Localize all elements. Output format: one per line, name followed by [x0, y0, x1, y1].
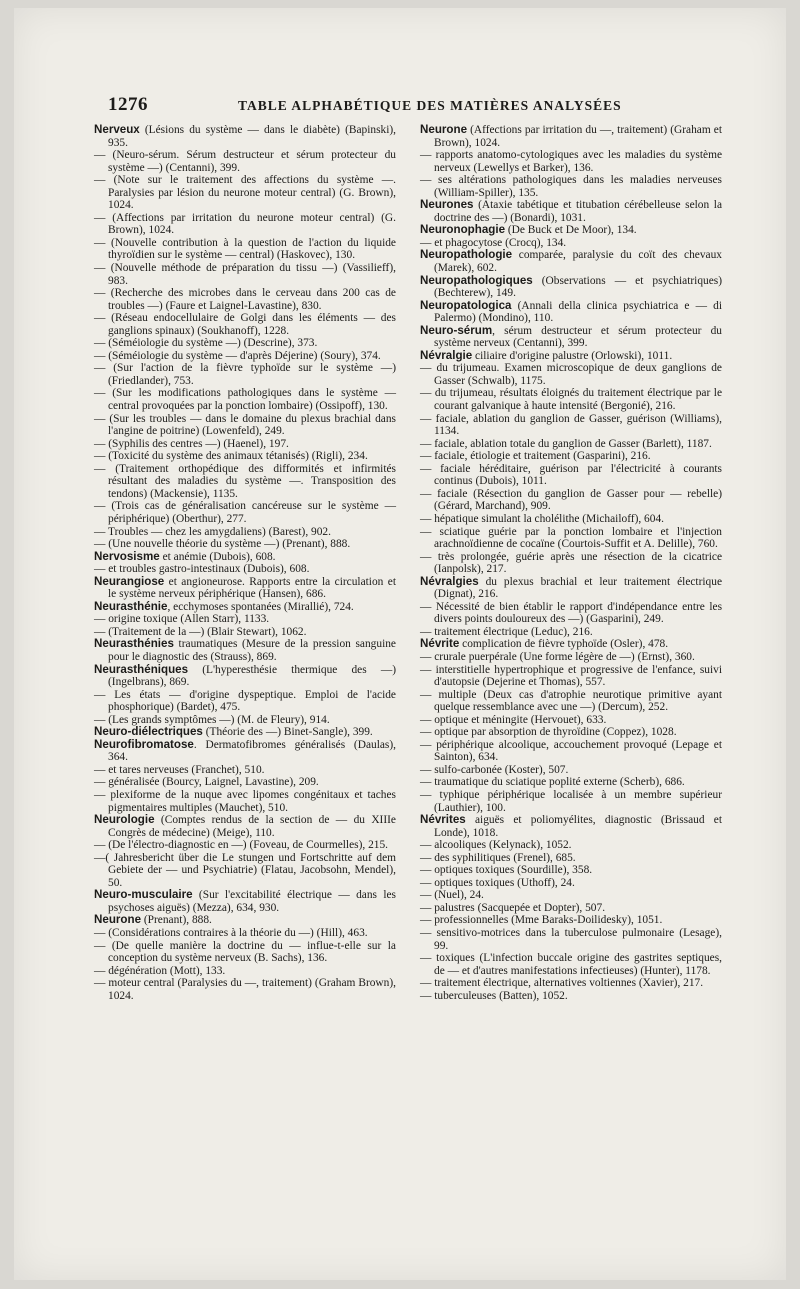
index-entry	[420, 839, 722, 852]
entry-text: — généralisée (Bourcy, Laignel, Lavastine), 209.	[94, 776, 319, 789]
index-entry	[94, 763, 396, 777]
entry-text: (Prenant), 888.	[141, 914, 212, 927]
page-number: 1276	[108, 94, 148, 115]
entry-text: — Troubles — chez les amygdaliens) (Barest), 902.	[94, 525, 331, 538]
entry-text: — hépatique simulant la cholélithe (Michailoff), 604.	[420, 512, 664, 525]
index-entry	[420, 813, 722, 839]
index-entry	[420, 625, 722, 639]
index-entry	[420, 637, 722, 651]
index-entry	[420, 738, 722, 764]
entry-text: — (Considérations contraires à la théorie du —) (Hill), 463.	[94, 927, 368, 939]
entry-headword: Neuro-diélectriques	[94, 725, 203, 739]
entry-headword: Nerveux	[94, 123, 140, 136]
entry-text: — palustres (Sacquepée et Dopter), 507.	[420, 901, 606, 914]
index-entry	[420, 550, 722, 576]
entry-text: (Théorie des —) Binet-Sangle), 399.	[202, 726, 373, 739]
index-entry	[94, 312, 396, 337]
index-entry	[94, 776, 396, 789]
entry-text: (Ataxie tabétique et titubation cérébelleuse selon la doctrine des —) (Bonardi), 1031.	[434, 199, 722, 224]
index-entry	[420, 600, 722, 626]
entry-text: — (Trois cas de généralisation cancéreuse sur le système — périphérique) (Oberthur), 277.	[94, 500, 396, 525]
index-entry	[94, 549, 396, 564]
index-entry	[94, 362, 396, 387]
entry-text: — moteur central (Paralysies du —, traitement) (Graham Brown), 1024.	[94, 977, 396, 1002]
entry-text: (De Buck et De Moor), 134.	[505, 224, 637, 237]
entry-headword: Neuropathologie	[420, 248, 513, 262]
index-entry	[94, 688, 396, 714]
entry-text: — Nécessité de bien établir le rapport d'indépendance entre les divers points douloureux des —) (Gasparini), 249.	[420, 600, 722, 626]
index-entry	[420, 412, 722, 438]
entry-headword: Neurone	[94, 913, 142, 927]
index-entry	[420, 525, 722, 551]
entry-text: — (Sur l'action de la fièvre typhoïde sur le système —) (Friedlander), 753.	[94, 362, 396, 387]
index-entry	[420, 876, 722, 890]
index-entry	[94, 287, 396, 312]
entry-text: — du trijumeau, résultats éloignés du traitement électrique par le courant galvanique à haute intensité (Bergonié), 216.	[420, 387, 722, 413]
entry-text: — (Sur les modifications pathologiques dans le système — central provoquées par la ponction lombaire) (Ossipoff), 130.	[94, 387, 396, 413]
index-entry	[420, 273, 722, 300]
index-entry	[420, 864, 722, 877]
entry-text: — optique par absorption de thyroïdine (Coppez), 1028.	[420, 726, 677, 739]
entry-headword: Nervosisme	[94, 549, 160, 563]
entry-text: ciliaire d'origine palustre (Orlowski), 1011.	[472, 349, 673, 362]
entry-text: — (Une nouvelle théorie du système —) (Prenant), 888.	[94, 538, 351, 551]
index-entry	[420, 437, 722, 451]
entry-text: — (Réseau endocellulaire de Golgi dans les éléments — des ganglions spinaux) (Soukhanoff), 1228.	[94, 312, 396, 337]
entry-headword: Névralgies	[420, 574, 479, 588]
index-entry	[420, 889, 722, 902]
index-column-left	[94, 124, 396, 1002]
entry-headword: Neuronophagie	[420, 223, 506, 237]
entry-text: — très prolongée, guérie après une résection de la cicatrice (Ianpolsk), 217.	[420, 550, 722, 576]
entry-text: (Observations — et psychiatriques) (Bechterew), 149.	[434, 274, 722, 300]
entry-text: — (Affections par irritation du neurone moteur central) (G. Brown), 1024.	[94, 211, 396, 237]
index-column-right	[420, 124, 722, 1002]
entry-text: — typhique périphérique localisée à un membre supérieur (Lauthier), 100.	[420, 788, 722, 814]
entry-text: — faciale (Résection du ganglion de Gasser pour — rebelle) (Gérard, Marchand), 909.	[420, 487, 722, 513]
page-header	[108, 94, 740, 118]
index-entry	[420, 450, 722, 463]
entry-text: — (Traitement de la —) (Blair Stewart), 1062.	[94, 625, 307, 638]
index-entry	[94, 450, 396, 463]
index-entry	[420, 663, 722, 689]
entry-text: — faciale héréditaire, guérison par l'électricité à courants continus (Dubois), 1011.	[420, 462, 722, 488]
index-entry	[420, 952, 722, 977]
entry-headword: Neuro-sérum	[420, 323, 493, 337]
entry-headword: Neurofibromatose	[94, 737, 194, 751]
entry-text: — alcooliques (Kelynack), 1052.	[420, 839, 572, 852]
entry-text: — multiple (Deux cas d'atrophie neurotique primitive ayant quelque ressemblance avec une —) (Dercum), 252.	[420, 688, 722, 714]
entry-text: (Sur l'excitabilité électrique — dans les psychoses aiguës) (Mezza), 634, 930.	[108, 889, 396, 914]
entry-text: — traitement électrique (Leduc), 216.	[420, 625, 593, 638]
entry-text: — tuberculeuses (Batten), 1052.	[420, 989, 568, 1002]
index-entry	[94, 939, 396, 965]
entry-text: du plexus brachial et leur traitement électrique (Dignat), 216.	[434, 575, 722, 601]
entry-text: — optique et méningite (Hervouet), 633.	[420, 713, 607, 726]
index-entry	[420, 248, 722, 275]
index-entry	[420, 123, 722, 149]
running-title: TABLE ALPHABÉTIQUE DES MATIÈRES ANALYSÉES	[238, 98, 622, 113]
entry-text: — (Neuro-sérum. Sérum destructeur et sérum protecteur du système —) (Centanni), 399.	[94, 149, 396, 174]
entry-text: — plexiforme de la nuque avec lipomes congénitaux et taches pigmentaires multiples (Mauchet), 510.	[94, 788, 396, 814]
entry-text: — optiques toxiques (Sourdille), 358.	[420, 864, 593, 877]
entry-text: — faciale, étiologie et traitement (Gasparini), 216.	[420, 450, 651, 463]
index-entry	[420, 713, 722, 727]
entry-headword: Neurasthénies	[94, 637, 174, 651]
entry-text: (Lésions du système — dans le diabète) (Bapinski), 935.	[108, 124, 396, 149]
entry-text: (Comptes rendus de la section de — du XIIIe Congrès de médecine) (Meige), 110.	[108, 814, 396, 839]
entry-text: aiguës et poliomyélites, diagnostic (Brissaud et Londe), 1018.	[434, 814, 722, 839]
entry-text: — (Traitement orthopédique des difformités et infirmités résultant des maladies du système —. Transposition des tendons) (Mackensie), 1135.	[94, 462, 396, 500]
index-entry	[94, 387, 396, 413]
entry-text: — et tares nerveuses (Franchet), 510.	[94, 763, 265, 776]
index-entry	[420, 487, 722, 513]
entry-text: — (Toxicité du système des animaux tétanisés) (Rigli), 234.	[94, 450, 368, 463]
index-entry	[420, 927, 722, 952]
index-entry	[420, 901, 722, 915]
index-entry	[94, 737, 396, 764]
entry-text: — faciale, ablation totale du ganglion de Gasser (Barlett), 1187.	[420, 437, 712, 450]
entry-text: — sciatique guérie par la ponction lombaire et l'injection arachnoïdienne de cocaïne (Courtois-Suffit et A. Delille), 760.	[420, 525, 722, 551]
index-entry	[420, 387, 722, 413]
entry-headword: Névrites	[420, 813, 466, 827]
index-entry	[94, 412, 396, 438]
entry-headword: Neurologie	[94, 813, 155, 827]
entry-text: , sérum destructeur et sérum protecteur du système nerveux (Centanni), 399.	[434, 324, 722, 350]
entry-text: — (Syphilis des centres —) (Haenel), 197.	[94, 437, 289, 450]
entry-text: — traumatique du sciatique poplité externe (Scherb), 686.	[420, 776, 685, 789]
index-entry	[94, 211, 396, 237]
entry-text: complication de fièvre typhoïde (Osler), 478.	[459, 638, 669, 651]
index-entry	[420, 174, 722, 199]
entry-text: — toxiques (L'infection buccale origine des gastrites septiques, de — et d'autres manifestations infectieuses) (Hunter), 1178.	[420, 952, 722, 977]
entry-text: — (Nouvelle contribution à la question de l'action du liquide thyroïdien sur le système — central) (Haskovec), 130.	[94, 236, 396, 262]
index-entry	[94, 977, 396, 1002]
entry-headword: Neurones	[420, 198, 474, 212]
index-entry	[94, 599, 396, 614]
entry-text: —( Jahresbericht über die Le stungen und Fortschritte auf dem Gebiete der — und Psychiatrie) (Flatau, Jacobsohn, Mendel), 50.	[94, 851, 396, 889]
index-entry	[94, 262, 396, 287]
index-entry	[94, 337, 396, 350]
index-entry	[420, 462, 722, 488]
entry-text: — (Séméiologie du système — d'après Déjerine) (Soury), 374.	[94, 349, 381, 362]
index-entry	[420, 989, 722, 1003]
index-entry	[420, 362, 722, 387]
index-entry	[94, 462, 396, 501]
index-entry	[94, 500, 396, 525]
index-entry	[94, 174, 396, 212]
index-entry	[94, 839, 396, 852]
entry-text: traumatiques (Mesure de la pression sanguine pour le diagnostic des (Strauss), 869.	[108, 638, 396, 663]
index-entry	[420, 149, 722, 174]
entry-text: et angioneurose. Rapports entre la circulation et le système nerveux périphérique (Hansen), 686.	[108, 575, 396, 601]
entry-headword: Neuropatologica	[420, 298, 512, 312]
index-entry	[420, 223, 722, 237]
index-entry	[420, 788, 722, 814]
entry-text: — traitement électrique, alternatives voltiennes (Xavier), 217.	[420, 977, 704, 990]
entry-text: . Dermatofibromes généralisés (Daulas), 364.	[108, 738, 396, 764]
index-entry	[420, 198, 722, 224]
index-entry	[420, 688, 722, 714]
entry-text: — et phagocytose (Crocq), 134.	[420, 236, 567, 249]
entry-text: (Affections par irritation du —, traitement) (Graham et Brown), 1024.	[434, 124, 722, 149]
entry-headword: Neurangiose	[94, 574, 165, 588]
entry-text: (L'hyperesthésie thermique des —) (Ingelbrans), 869.	[108, 663, 396, 689]
entry-text: — rapports anatomo-cytologiques avec les maladies du système nerveux (Lewellys et Barker), 136.	[420, 149, 722, 174]
index-entry	[420, 914, 722, 927]
index-entry	[94, 525, 396, 539]
index-entry	[94, 913, 396, 927]
entry-text: , ecchymoses spontanées (Mirallié), 724.	[167, 600, 354, 613]
index-entry	[94, 613, 396, 626]
index-entry	[94, 349, 396, 363]
index-entry	[420, 851, 722, 865]
index-entry	[94, 927, 396, 940]
index-entry	[420, 977, 722, 990]
entry-text: — faciale, ablation du ganglion de Gasser, guérison (Williams), 1134.	[420, 412, 722, 438]
entry-headword: Neurone	[420, 123, 468, 136]
entry-text: — (Séméiologie du système —) (Descrine), 373.	[94, 337, 318, 350]
index-entry	[420, 512, 722, 526]
entry-text: — (Recherche des microbes dans le cerveau dans 200 cas de troubles —) (Faure et Laignel-Lavastine), 830.	[94, 287, 396, 312]
entry-text: — (Nouvelle méthode de préparation du tissu —) (Vassilieff), 983.	[94, 262, 396, 287]
index-entry	[94, 236, 396, 262]
index-entry	[94, 888, 396, 914]
index-entry	[420, 323, 722, 350]
entry-text: — origine toxique (Allen Starr), 1133.	[94, 613, 270, 626]
index-entry	[420, 348, 722, 363]
entry-text: — professionnelles (Mme Baraks-Doilidesky), 1051.	[420, 914, 663, 927]
entry-text: — et troubles gastro-intestinaux (Dubois), 608.	[94, 563, 310, 576]
entry-text: — (Note sur le traitement des affections du système —. Paralysies par lésion du neurone moteur central) (G. Brown), 1024.	[94, 174, 396, 212]
entry-text: — (Nuel), 24.	[420, 889, 484, 902]
entry-text: — périphérique alcoolique, accouchement provoqué (Lepage et Sainton), 634.	[420, 738, 722, 764]
index-entry	[94, 662, 396, 689]
index-entry	[94, 851, 396, 890]
index-entry	[94, 637, 396, 663]
entry-text: — du trijumeau. Examen microscopique de deux ganglions de Gasser (Schwalb), 1175.	[420, 362, 722, 387]
entry-text: — ses altérations pathologiques dans les maladies nerveuses (William-Spiller), 135.	[420, 174, 722, 199]
entry-text: — dégénération (Mott), 133.	[94, 964, 226, 977]
entry-headword: Neuropathologiques	[420, 273, 533, 287]
index-entry	[94, 149, 396, 174]
entry-headword: Neurasthéniques	[94, 662, 189, 676]
entry-text: — optiques toxiques (Uthoff), 24.	[420, 876, 575, 889]
entry-text: — (De l'électro-diagnostic en —) (Foveau, de Courmelles), 215.	[94, 839, 389, 852]
entry-text: comparée, paralysie du coït des chevaux (Marek), 602.	[434, 249, 722, 275]
index-entry	[420, 650, 722, 664]
index-entry	[94, 788, 396, 814]
index-entry	[420, 574, 722, 601]
index-entry	[420, 298, 722, 325]
entry-text: — crurale puerpérale (Une forme légère de —) (Ernst), 360.	[420, 650, 695, 663]
index-entry	[420, 763, 722, 777]
entry-text: — interstitielle hypertrophique et progressive de l'enfance, suivi d'autopsie (Dejerine et Thomas), 557.	[420, 663, 722, 689]
entry-headword: Névralgie	[420, 348, 473, 362]
index-entry	[420, 726, 722, 739]
entry-headword: Neuro-musculaire	[94, 888, 193, 902]
index-entry	[94, 123, 396, 149]
entry-headword: Neurasthénie	[94, 599, 168, 613]
index-entry	[420, 776, 722, 789]
index-entry	[94, 964, 396, 978]
entry-text: — (Les grands symptômes —) (M. de Fleury), 914.	[94, 713, 330, 726]
entry-headword: Névrite	[420, 637, 460, 651]
entry-text: — (Sur les troubles — dans le domaine du plexus brachial dans l'angine de poitrine) (Lowenfeld), 249.	[94, 412, 396, 438]
entry-text: — (De quelle manière la doctrine du — influe-t-elle sur la conception du système nerveux (B. Sachs), 136.	[94, 939, 396, 965]
entry-text: et anémie (Dubois), 608.	[159, 550, 276, 563]
entry-text: — Les états — d'origine dyspeptique. Emploi de l'acide phosphorique) (Bardet), 475.	[94, 688, 396, 714]
index-entry	[94, 574, 396, 601]
entry-text: — sulfo-carbonée (Koster), 507.	[420, 763, 569, 776]
entry-text: — sensitivo-motrices dans la tuberculose pulmonaire (Lesage), 99.	[420, 927, 722, 952]
index-entry	[94, 813, 396, 839]
index-entry	[94, 437, 396, 451]
entry-text: (Annali della clinica psychiatrica e — di Palermo) (Mondino), 110.	[434, 299, 722, 325]
entry-text: — des syphilitiques (Frenel), 685.	[420, 851, 576, 864]
